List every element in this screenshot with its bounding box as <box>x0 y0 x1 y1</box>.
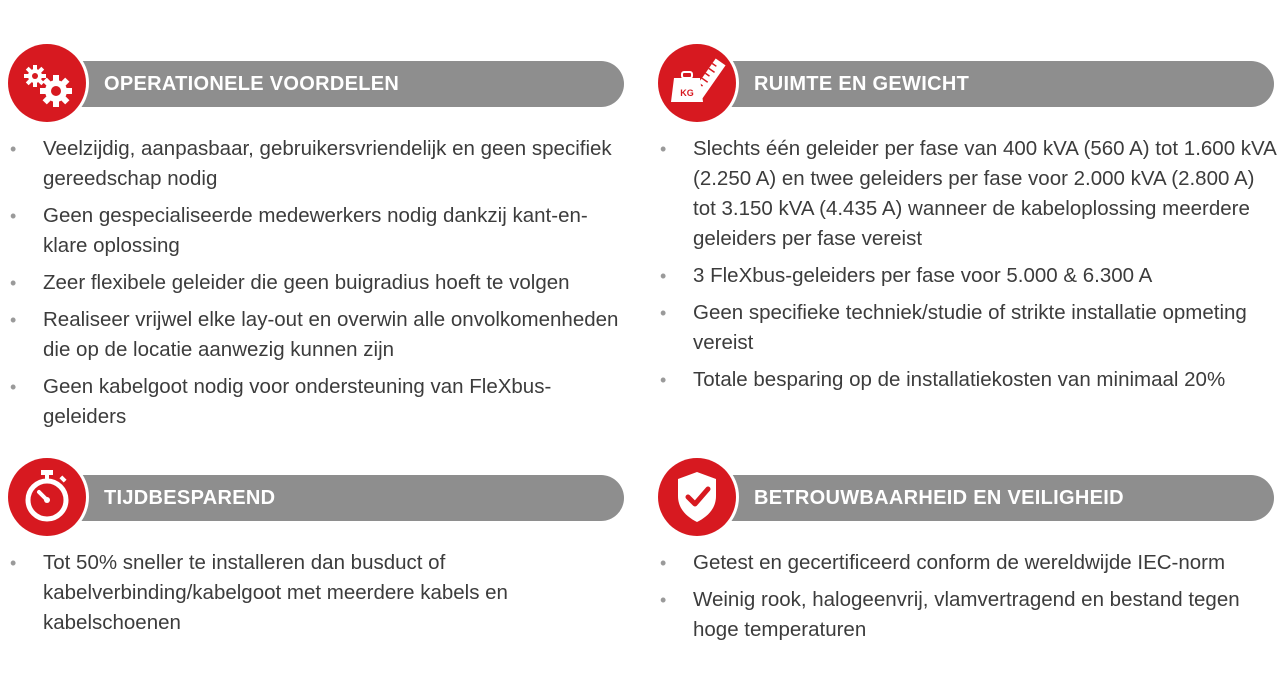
kg-label: KG <box>680 88 694 98</box>
list-item: • Weinig rook, halogeenvrij, vlamvertragend en bestand tegen hoge temperaturen <box>660 588 1240 641</box>
section-header <box>658 458 1278 538</box>
stopwatch-icon <box>8 458 86 536</box>
section-title: OPERATIONELE VOORDELEN <box>104 73 400 95</box>
section-tijdbesparend <box>8 458 628 645</box>
list-item: • Geen kabelgoot nodig voor ondersteuning van FleXbus-geleiders <box>10 375 552 428</box>
list-item: • Geen specifieke techniek/studie of strikte installatie opmeting vereist <box>660 301 1247 354</box>
list-item: • Tot 50% sneller te installeren dan busduct of kabelverbinding/kabelgoot met meerdere kabels en kabelschoenen <box>10 551 508 634</box>
weight-ruler-icon <box>658 44 736 122</box>
list-item: • Geen gespecialiseerde medewerkers nodig dankzij kant-en-klare oplossing <box>10 204 588 257</box>
gears-icon <box>8 44 86 122</box>
section-ruimte-en-gewicht <box>658 44 1278 402</box>
list-item: • 3 FleXbus-geleiders per fase voor 5.000 & 6.300 A <box>660 264 1153 287</box>
list-item: • Totale besparing op de installatiekosten van minimaal 20% <box>660 368 1226 391</box>
section-header <box>8 458 628 538</box>
list-item: • Slechts één geleider per fase van 400 kVA (560 A) tot 1.600 kVA (2.250 A) en twee geleiders per fase voor 2.000 kVA (2.800 A) tot 3.150 kVA (4.435 A) wanneer de kabeloplossing meerdere geleiders per fase vereist <box>660 137 1276 250</box>
list-item: • Veelzijdig, aanpasbaar, gebruikersvriendelijk en geen specifiek gereedschap nodig <box>10 137 612 190</box>
list-item: • Realiseer vrijwel elke lay-out en overwin alle onvolkomenheden die op de locatie aanwezig kunnen zijn <box>10 308 619 361</box>
bullet-list <box>8 134 628 432</box>
shield-check-icon <box>658 458 736 536</box>
list-item: • Zeer flexibele geleider die geen buigradius hoeft te volgen <box>10 271 570 294</box>
list-item: • Getest en gecertificeerd conform de wereldwijde IEC-norm <box>660 551 1226 574</box>
bullet-list <box>658 134 1278 395</box>
section-betrouwbaarheid-en-veiligheid <box>658 458 1278 652</box>
section-header <box>658 44 1278 124</box>
section-header <box>8 44 628 124</box>
bullet-list <box>8 548 628 638</box>
section-title: TIJDBESPAREND <box>104 487 276 509</box>
section-title: BETROUWBAARHEID EN VEILIGHEID <box>754 487 1124 509</box>
bullet-list <box>658 548 1278 645</box>
section-operationele-voordelen <box>8 44 628 439</box>
section-title: RUIMTE EN GEWICHT <box>754 73 970 95</box>
